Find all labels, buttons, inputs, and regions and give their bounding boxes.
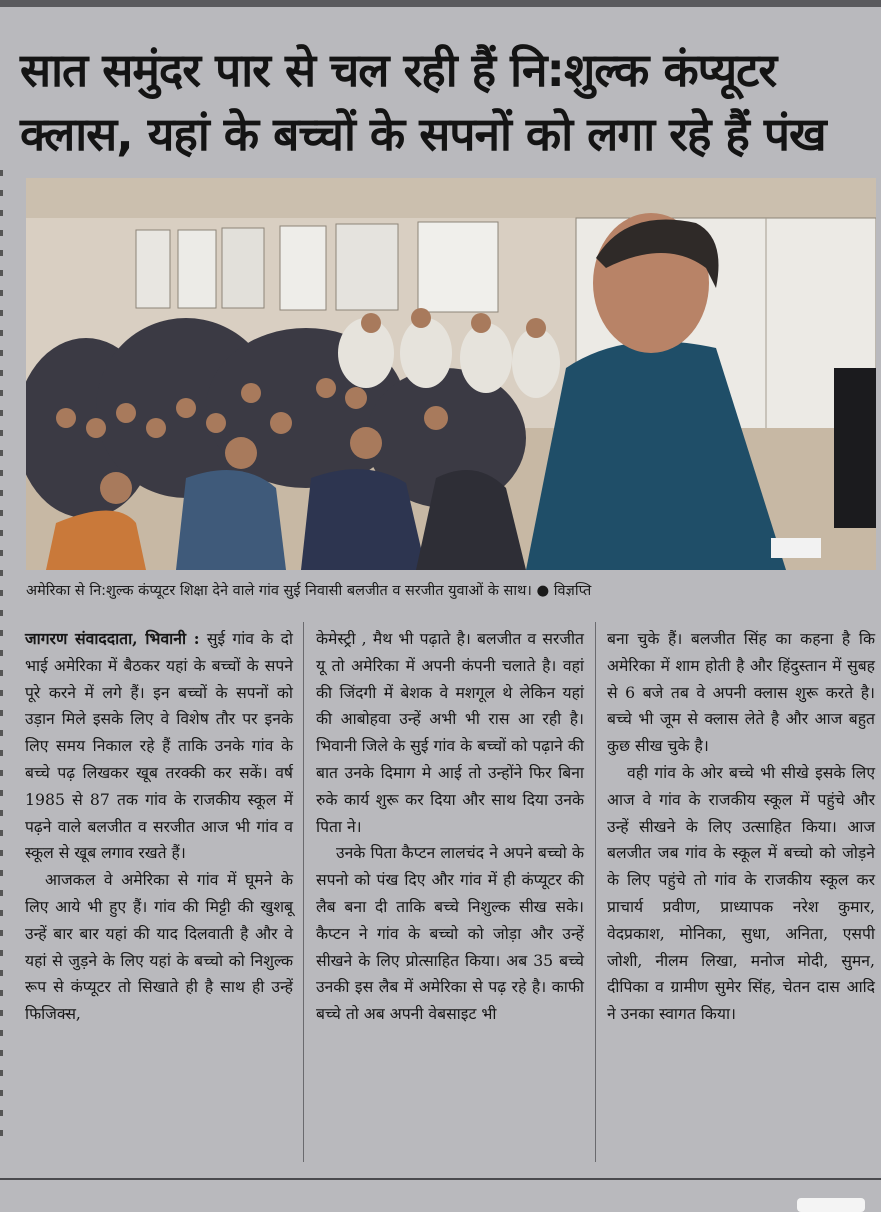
bottom-rule: [0, 1178, 881, 1180]
article-column-1: [25, 626, 293, 1028]
paragraph-2: आजकल वे अमेरिका से गांव में घूमने के लिए आये भी हुए हैं। गांव की मिट्टी की खुशबू उन्हें बार बार यहां की याद दिलवाती है और वे यहां से जुड़ने के लिए यहां के बच्चो को निशुल्क रूप से कंप्यूटर तो सिखाते ही है साथ ही उन्हें फिजिक्स,: [25, 870, 293, 1024]
paragraph-1: [25, 626, 293, 867]
classroom-scene-illustration: [26, 178, 876, 570]
paragraph-3: केमेस्ट्री , मैथ भी पढ़ाते है। बलजीत व सरजीत यू तो अमेरिका में अपनी कंपनी चलाते है। वहां की जिंदगी में बेशक वे मशगूल थे लेकिन यहां की आबोहवा उन्हें अभी भी रास आ रही है। भिवानी जिले के सुई गांव के बच्चों को पढ़ाने की बात उनके दिमाग मे आई तो उन्होंने फिर बिना रुके कार्य शुरू कर दिया और साथ दिया उनके पिता ने।: [316, 629, 584, 836]
paragraph-4: उनके पिता कैप्टन लालचंद ने अपने बच्चो के सपनो को पंख दिए और गांव में ही कंप्यूटर की लैब बना दी ताकि बच्चे निशुल्क सीख सके। कैप्टन ने गांव के बच्चो को जोड़ा और उन्हें सीखने के लिए प्रोत्साहित किया। अब 35 बच्चे उनकी इस लैब में अमेरिका से पढ़ रहे है। काफी बच्चे तो अब अपनी वेबसाइट भी: [316, 843, 584, 1024]
left-margin-marks: [0, 170, 3, 1150]
article-column-3: [607, 626, 875, 1028]
column-divider: [595, 622, 596, 1162]
news-photo: [26, 178, 876, 570]
paragraph-6: वही गांव के ओर बच्चे भी सीखे इसके लिए आज वे गांव के राजकीय स्कूल में पहुंचे और उन्हें सीखने के लिए उत्साहित किया। आज बलजीत जब गांव के स्कूल में बच्चो को जोड़ने के लिए पहुंचे तो गांव के राजकीय स्कूल कर प्राचार्य प्रवीण, प्राध्यापक नरेश कुमार, वेदप्रकाश, मोनिका, सुधा, अनिता, एसपी जोशी, नीलम लिखा, मनोज मोदी, सुमन, दीपिका व ग्रामीण सुमेर सिंह, चेतन दास आदि ने उनका स्वागत किया।: [607, 762, 875, 1024]
article-column-2: [316, 626, 584, 1028]
headline-line-1: सात समुंदर पार से चल रही हैं नि:शुल्क कंप्यूटर: [20, 43, 777, 97]
headline: [20, 38, 870, 166]
top-border: [0, 0, 881, 7]
column-divider: [303, 622, 304, 1162]
paragraph-1-text: सुई गांव के दो भाई अमेरिका में बैठकर यहां के बच्चों के सपने पूरे करने में लगे हैं। इन बच्चों के सपनों को उड़ान मिले इसके लिए वे विशेष तौर पर इनके लिए समय निकाल रहे हैं ताकि उनके गांव के बच्चे पढ़ लिखकर खूब तरक्की कर सकें। वर्ष 1985 से 87 तक गांव के राजकीय स्कूल में पढ़ने वाले बलजीत व सरजीत आज भी गांव व स्कूल से खूब लगाव रखते हैं।: [25, 629, 293, 863]
viewer-control-chip[interactable]: [797, 1198, 865, 1212]
headline-line-2: क्लास, यहां के बच्चों के सपनों को लगा रहे हैं पंख: [20, 107, 826, 161]
photo-caption: अमेरिका से नि:शुल्क कंप्यूटर शिक्षा देने वाले गांव सुई निवासी बलजीत व सरजीत युवाओं के साथ। ● विज्ञप्ति: [26, 583, 592, 599]
byline: जागरण संवाददाता, भिवानी :: [25, 629, 200, 648]
paragraph-5: बना चुके हैं। बलजीत सिंह का कहना है कि अमेरिका में शाम होती है और हिंदुस्तान में सुबह से 6 बजे तब वे अपनी क्लास शुरू करते है। बच्चे भी जूम से क्लास लेते है और आज बहुत कुछ सीख चुके है।: [607, 629, 875, 756]
